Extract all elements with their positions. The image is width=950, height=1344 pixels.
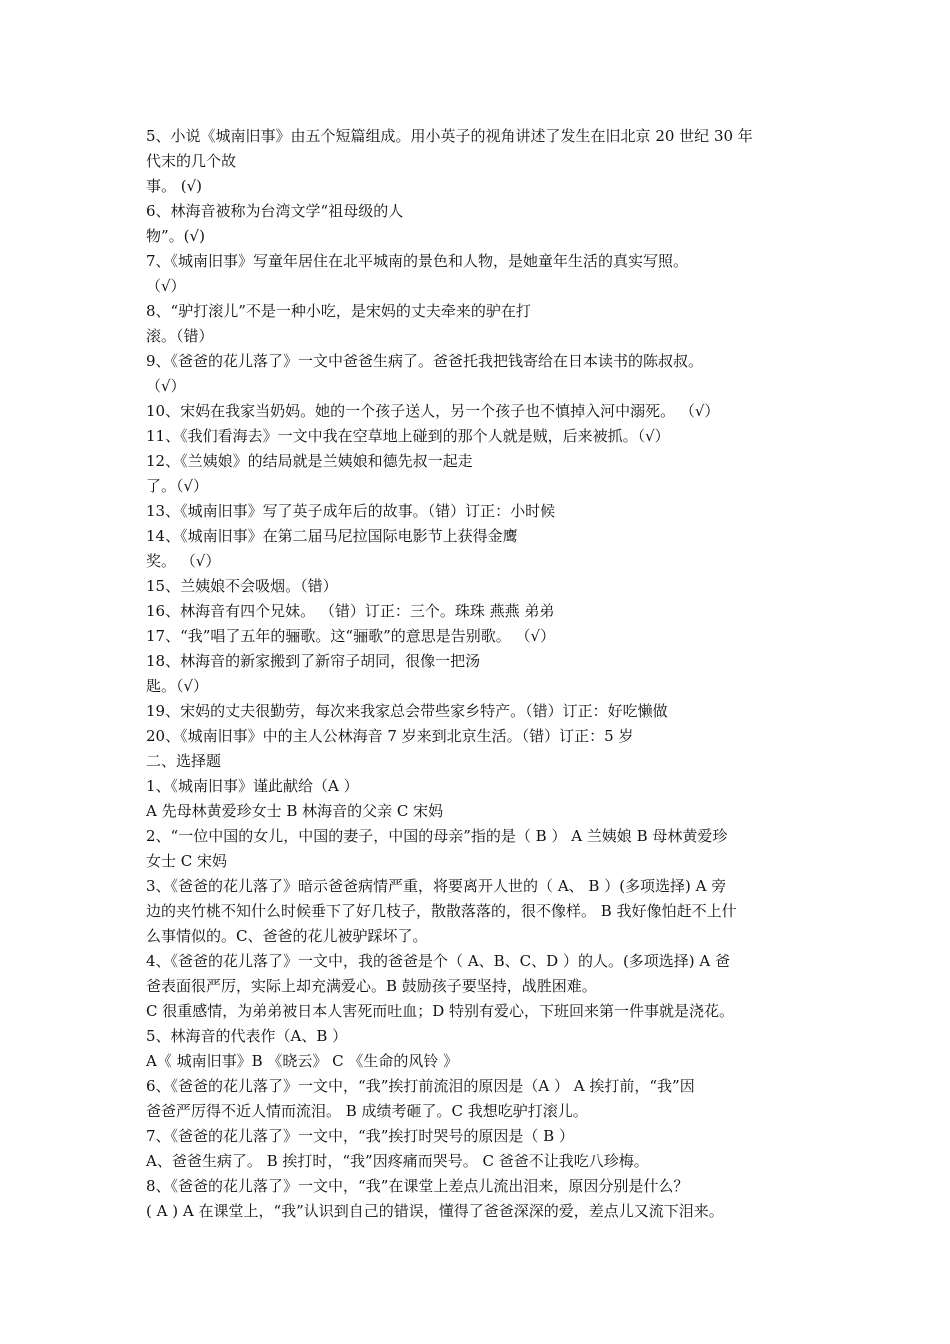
text-line: C 很重感情，为弟弟被日本人害死而吐血；D 特别有爱心，下班回来第一件事就是浇花。 bbox=[146, 1002, 735, 1020]
text-line: 9、《爸爸的花儿落了》一文中爸爸生病了。爸爸托我把钱寄给在日本读书的陈叔叔。 bbox=[146, 352, 704, 370]
text-line: 奖。 （√） bbox=[146, 552, 221, 570]
text-line: 爸表面很严厉，实际上却充满爱心。B 鼓励孩子要坚持，战胜困难。 bbox=[146, 977, 597, 995]
text-line: 8、《爸爸的花儿落了》一文中，“我”在课堂上差点儿流出泪来，原因分别是什么？ bbox=[146, 1177, 689, 1195]
text-line: 爸爸严厉得不近人情而流泪。 B 成绩考砸了。C 我想吃驴打滚儿。 bbox=[146, 1102, 588, 1120]
text-line: 18、林海音的新家搬到了新帘子胡同，很像一把汤 bbox=[146, 652, 481, 670]
text-line: 了。（√） bbox=[146, 477, 209, 495]
section-heading: 二、选择题 bbox=[146, 752, 222, 770]
text-line: 14、《城南旧事》在第二届马尼拉国际电影节上获得金鹰 bbox=[146, 527, 518, 545]
text-line: 2、“一位中国的女儿，中国的妻子，中国的母亲”指的是（ B ） A 兰姨娘 B 母林黄爱珍 bbox=[146, 827, 728, 845]
text-line: A 先母林黄爱珍女士 B 林海音的父亲 C 宋妈 bbox=[146, 802, 444, 820]
text-line: ( A ) A 在课堂上，“我”认识到自己的错误，懂得了爸爸深深的爱，差点儿又流下泪来。 bbox=[146, 1202, 724, 1220]
text-line: 11、《我们看海去》一文中我在空草地上碰到的那个人就是贼，后来被抓。（√） bbox=[146, 427, 670, 445]
text-line: （√） bbox=[146, 377, 186, 395]
text-line: 物”。(√) bbox=[146, 227, 205, 245]
text-line: A、爸爸生病了。 B 挨打时，“我”因疼痛而哭号。 C 爸爸不让我吃八珍梅。 bbox=[146, 1152, 649, 1170]
text-line: 7、《城南旧事》写童年居住在北平城南的景色和人物，是她童年生活的真实写照。 bbox=[146, 252, 689, 270]
text-line: 5、林海音的代表作（A、B ） bbox=[146, 1027, 348, 1045]
text-line: 代末的几个故 bbox=[146, 152, 237, 170]
text-line: 6、《爸爸的花儿落了》一文中，“我”挨打前流泪的原因是（A ） A 挨打前，“我”因 bbox=[146, 1077, 695, 1095]
text-line: 滚。（错） bbox=[146, 327, 214, 345]
text-line: 匙。（√） bbox=[146, 677, 209, 695]
text-line: 10、宋妈在我家当奶妈。她的一个孩子送人，另一个孩子也不慎掉入河中溺死。 （√） bbox=[146, 402, 720, 420]
text-line: 么事情似的。C、爸爸的花儿被驴踩坏了。 bbox=[146, 927, 428, 945]
text-line: 5、小说《城南旧事》由五个短篇组成。用小英子的视角讲述了发生在旧北京 20 世纪 30 年 bbox=[146, 127, 753, 145]
text-line: 事。 (√) bbox=[146, 177, 203, 195]
text-line: 16、林海音有四个兄妹。 （错）订正：三个。珠珠 燕燕 弟弟 bbox=[146, 602, 555, 620]
text-line: 3、《爸爸的花儿落了》暗示爸爸病情严重，将要离开人世的（ A、 B ）(多项选择) A 旁 bbox=[146, 877, 727, 895]
text-line: 17、“我”唱了五年的骊歌。这“骊歌”的意思是告别歌。 （√） bbox=[146, 627, 556, 645]
text-line: A《 城南旧事》B 《晓云》 C 《生命的风铃 》 bbox=[146, 1052, 459, 1070]
text-line: 6、林海音被称为台湾文学“祖母级的人 bbox=[146, 202, 404, 220]
text-line: 女士 C 宋妈 bbox=[146, 852, 228, 870]
text-line: 19、宋妈的丈夫很勤劳，每次来我家总会带些家乡特产。（错）订正：好吃懒做 bbox=[146, 702, 668, 720]
text-line: （√） bbox=[146, 277, 186, 295]
text-line: 12、《兰姨娘》的结局就是兰姨娘和德先叔一起走 bbox=[146, 452, 473, 470]
text-line: 7、《爸爸的花儿落了》一文中，“我”挨打时哭号的原因是（ B ） bbox=[146, 1127, 574, 1145]
text-line: 1、《城南旧事》谨此献给（A ） bbox=[146, 777, 359, 795]
document-body bbox=[146, 124, 816, 1224]
text-line: 4、《爸爸的花儿落了》一文中，我的爸爸是个（ A、B、C、D ）的人。(多项选择) A 爸 bbox=[146, 952, 731, 970]
text-line: 15、兰姨娘不会吸烟。（错） bbox=[146, 577, 338, 595]
text-line: 13、《城南旧事》写了英子成年后的故事。（错）订正：小时候 bbox=[146, 502, 556, 520]
text-line: 边的夹竹桃不知什么时候垂下了好几枝子，散散落落的，很不像样。 B 我好像怕赶不上什 bbox=[146, 902, 737, 920]
text-line: 20、《城南旧事》中的主人公林海音 7 岁来到北京生活。（错）订正：5 岁 bbox=[146, 727, 634, 745]
text-line: 8、“驴打滚儿”不是一种小吃，是宋妈的丈夫牵来的驴在打 bbox=[146, 302, 531, 320]
